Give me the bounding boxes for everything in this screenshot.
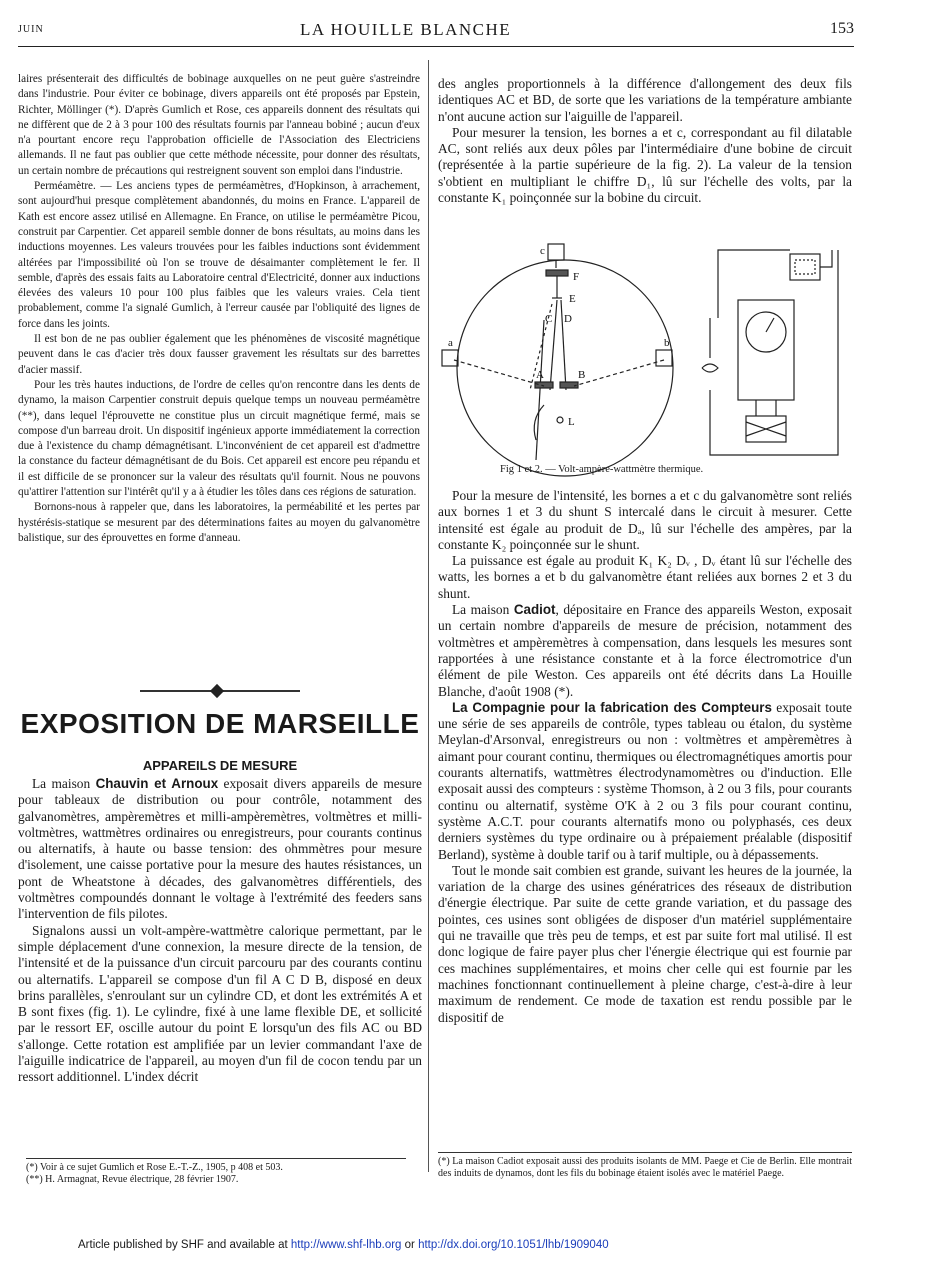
- paragraph: Pour la mesure de l'intensité, les bornes a et c du galvanomètre sont reliés aux bornes 1 et 3 du shunt S intercalé dans le circuit à mesurer. Cette intensité est égale au produit de Dₐ, lû sur l'échelle des ampères, par la constante K₂ poinçonnée sur le shunt.: [438, 488, 852, 552]
- figure-caption: Fig 1 et 2. — Volt-ampère-wattmètre thermique.: [500, 464, 704, 475]
- company-name: Chauvin et Arnoux: [95, 776, 219, 791]
- left-column-top: [18, 72, 420, 546]
- journal-title: LA HOUILLE BLANCHE: [300, 20, 512, 39]
- company-name: La Compagnie pour la fabrication des Compteurs: [452, 699, 772, 715]
- paragraph: laires présenterait des difficultés de bobinage auxquelles on ne peut guère s'astreindre dans l'industrie. Pour éviter ce bobinage, divers appareils ont été proposés par Epstein, Richter, Möllinger (*). D'après Gumlich et Rose, ces appareils donnent des résultats qui ne diffèrent que de 2 à 3 pour 100 des résultats fournis par l'anneau bobiné ; aucun d'eux n'a pourtant encore reçu l'approbation officielle de l'Association des Electriciens allemands. Il ne faut pas oublier que cette méthode nécessite, pour donner des résultats, un certain nombre de précautions qui restreignent souvent son emploi dans l'industrie.: [18, 73, 420, 177]
- column-rule: [428, 60, 429, 1172]
- footnote-rule: [26, 1158, 406, 1159]
- svg-text:L: L: [568, 416, 575, 428]
- svg-text:b: b: [664, 337, 670, 349]
- footnote-right: (*) La maison Cadiot exposait aussi des produits isolants de MM. Paege et Cie de Berlin. Elle montrait des induits de dynamos, dont les fils du bobinage étaient isolés avec le matériel Paege.: [438, 1156, 852, 1179]
- figure-wattmeter-diagram: [440, 240, 852, 478]
- svg-text:C: C: [545, 313, 553, 325]
- paragraph: Pour mesurer la tension, les bornes a et c, correspondant au fil dilatable AC, sont reliés aux deux pôles par l'intermédiaire d'une bobine de circuit (représentée à la partie supérieure de la fig. 2). La valeur de la tension s'obtient en multipliant le chiffre D₁, lû sur l'échelle des volts, par la constante K₁ poinçonnée sur la bobine du circuit.: [438, 124, 852, 206]
- company-name: Cadiot: [513, 602, 556, 618]
- svg-text:c: c: [540, 245, 545, 257]
- paragraph: La puissance est égale au produit K₁ K₂ Dᵥ , Dᵥ étant lû sur l'échelle des watts, les bornes a et b du galvanomètre étant reliées aux bornes 2 et 3 du shunt.: [438, 553, 852, 601]
- svg-text:B: B: [578, 369, 586, 381]
- paragraph: La maison Cadiot, dépositaire en France des appareils Weston, exposait un certain nombre d'appareils de mesure de précision, notamment des voltmètres et ampèremètres à compensation, dans lesquels les mesures sont rapportées à une résistance constante et à la force électromotrice d'un élément de pile Weston. Ces appareils ont été décrits dans La Houille Blanche, d'août 1908 (*).: [438, 602, 853, 699]
- footnote: (*) Voir à ce sujet Gumlich et Rose E.-T.-Z., 1905, p 408 et 503.: [26, 1162, 283, 1173]
- paragraph: La Compagnie pour la fabrication des Compteurs exposait toute une série de ses appareils de contrôle, types tableau ou étalon, du système Meylan-d'Arsonval, enregistreurs ou non : voltmètres et ampèremètres à aimant pour courant continu, thermiques ou électromagnétiques amortis pour courants alternatifs, wattmètres électrodynamomètres ou d'induction. Elle exposait aussi des compteurs : système Thomson, à 2 ou 3 fils, pour courants continu ou alternatif, système O'K à 2 ou 3 fils pour courant continu, système A.C.T. pour courants alternatifs mono ou polyphasés, ces deux derniers systèmes du type ordinaire ou à prépaiement préalable (dispositif Berland), système à double tarif ou à tarif multiple, ou à dépassements.: [438, 699, 852, 862]
- doi-link[interactable]: http://dx.doi.org/10.1051/lhb/1909040: [418, 1239, 609, 1251]
- svg-text:D: D: [564, 313, 572, 325]
- svg-text:A: A: [536, 369, 544, 381]
- section-subtitle: APPAREILS DE MESURE: [142, 758, 298, 773]
- left-column-body: [18, 776, 422, 1086]
- header-left: JUIN: [18, 24, 44, 35]
- paragraph: La maison Chauvin et Arnoux exposait divers appareils de mesure pour tableaux de distribution ou pour contrôle, notamment des galvanomètres, ampèremètres et milli-ampèremètres, voltmètres et milli-voltmètres, wattmètres ordinaires ou enregistreurs, pour courants continus ou alternatifs, à haute ou basse tension: des ohmmètres pour mesure d'isolement, une caisse portative pour la mesure des hautes résistances, un pont de Wheatstone à décades, des galvanomètres différentiels, des voltmètres compoundés donnant le voltage à l'extrémité des feeders sans l'intervention de fils pilotes.: [18, 776, 423, 922]
- paragraph: Signalons aussi un volt-ampère-wattmètre calorique permettant, par le simple déplacement d'une connexion, la mesure directe de la tension, de l'intensité et de la puissance d'un circuit parcouru par des courants continu ou alternatifs. L'appareil se compose d'un fil A C D B, disposé en deux brins parallèles, s'enroulant sur un cylindre CD, et dont les extrémités A et B sont fixes (fig. 1). Le cylindre, fixé à une lame flexible DE, et sollicité par le ressort EF, oscille autour du point E lorsqu'un des fils AC ou BD s'allonge. Cette rotation est amplifiée par un levier commandant l'axe de l'aiguille indicatrice de l'appareil, au moyen d'un fil de cocon tendu par un ressort additionnel. L'index décrit: [18, 922, 422, 1085]
- header-rule: [18, 46, 854, 47]
- section-divider: [140, 690, 300, 692]
- paragraph: Perméamètre. — Les anciens types de perméamètres, d'Hopkinson, à arrachement, sont aujourd'hui presque complètement abandonnés, du moins en France. L'appareil de Kath est encore assez utilisé en Allemagne. En France, on utilise le perméamètre Picou, construit par Carpentier. Cet appareil semble donner de bons résultats, au moins dans les inductions moyennes. Les valeurs trouvées pour les faibles inductions sont évidemment altérées par l'impossibilité où l'on se trouve de désaimanter complètement le fer. Il semble, d'après des essais faits au Laboratoire central d'Electricité, donner aux inductions élevées des valeurs 10 pour 100 plus faibles que les valeurs vraies. Cela tient probablement, comme l'a signalé Gumlich, à l'erreur causée par l'obliquité des lignes de force dans les joints.: [18, 180, 420, 330]
- svg-text:a: a: [448, 337, 453, 349]
- svg-text:F: F: [573, 271, 580, 283]
- svg-text:E: E: [569, 293, 576, 305]
- footnotes-left: [26, 1162, 416, 1186]
- paragraph: Bornons-nous à rappeler que, dans les laboratoires, la perméabilité et les pertes par hystérésis-statique se mesurent par des déterminations faites au moyen du galvanomètre balistique, sur des éprouvettes en forme d'anneau.: [18, 501, 420, 544]
- footnote-rule: [438, 1152, 852, 1153]
- footnote: (**) H. Armagnat, Revue électrique, 28 février 1907.: [26, 1174, 239, 1185]
- publication-note: Article published by SHF and available at http://www.shf-lhb.org or http://dx.doi.org/10.1051/lhb/1909040: [78, 1239, 609, 1251]
- section-title: EXPOSITION DE MARSEILLE: [20, 708, 420, 739]
- paragraph: Tout le monde sait combien est grande, suivant les heures de la journée, la variation de la charge des usines génératrices des réseaux de distribution d'énergie électrique. Par suite de cette grande variation, et du passage des pointes, ces usines sont obligées de disposer d'un matériel supplémentaire qui ne travaille que très peu de temps, et est par suite fort mal utilisé. Il est donc logique de faire payer plus cher l'énergie électrique qui est fournie par ces machines supplémentaires, et moins cher celle qui est fournie par les machines fonctionnant continuellement à pleine charge, c'est-à-dire à leur maximum de rendement. Ce mode de taxation est rendu possible par le dispositif de: [438, 862, 852, 1025]
- paragraph: Il est bon de ne pas oublier également que les phénomènes de viscosité magnétique peuvent dans le cas d'acier très doux fausser gravement les résultats sur des barrettes d'acier massif.: [18, 333, 420, 376]
- paragraph: des angles proportionnels à la différence d'allongement des deux fils identiques AC et BD, de sorte que les variations de la température ambiante n'ont aucune action sur l'aiguille de l'appareil.: [438, 76, 852, 124]
- paragraph: Pour les très hautes inductions, de l'ordre de celles qu'on rencontre dans les dents de dynamo, la maison Carpentier construit depuis quelque temps un nouveau perméamètre (**), dans lequel l'éprouvette ne constitue plus un circuit magnétique fermé, mais se compose d'un barreau droit. Un dispositif ingénieux apporte immédiatement la correction due à l'existence du champ démagnétisant. L'inconvénient de cet appareil est d'admettre la constance du facteur démagnétisant de du Bois. Cet appareil est encore peu répandu et il est difficile de se prononcer sur la valeur des résultats qu'il fournit. Nous ne pouvons qu'attirer l'attention sur l'intérêt qu'il y a à étudier les tôles dans ces régions de saturation.: [18, 378, 420, 499]
- page-number: 153: [830, 20, 854, 37]
- site-link[interactable]: http://www.shf-lhb.org: [290, 1239, 402, 1251]
- right-column-top: [438, 76, 852, 206]
- right-column-body: [438, 488, 852, 1026]
